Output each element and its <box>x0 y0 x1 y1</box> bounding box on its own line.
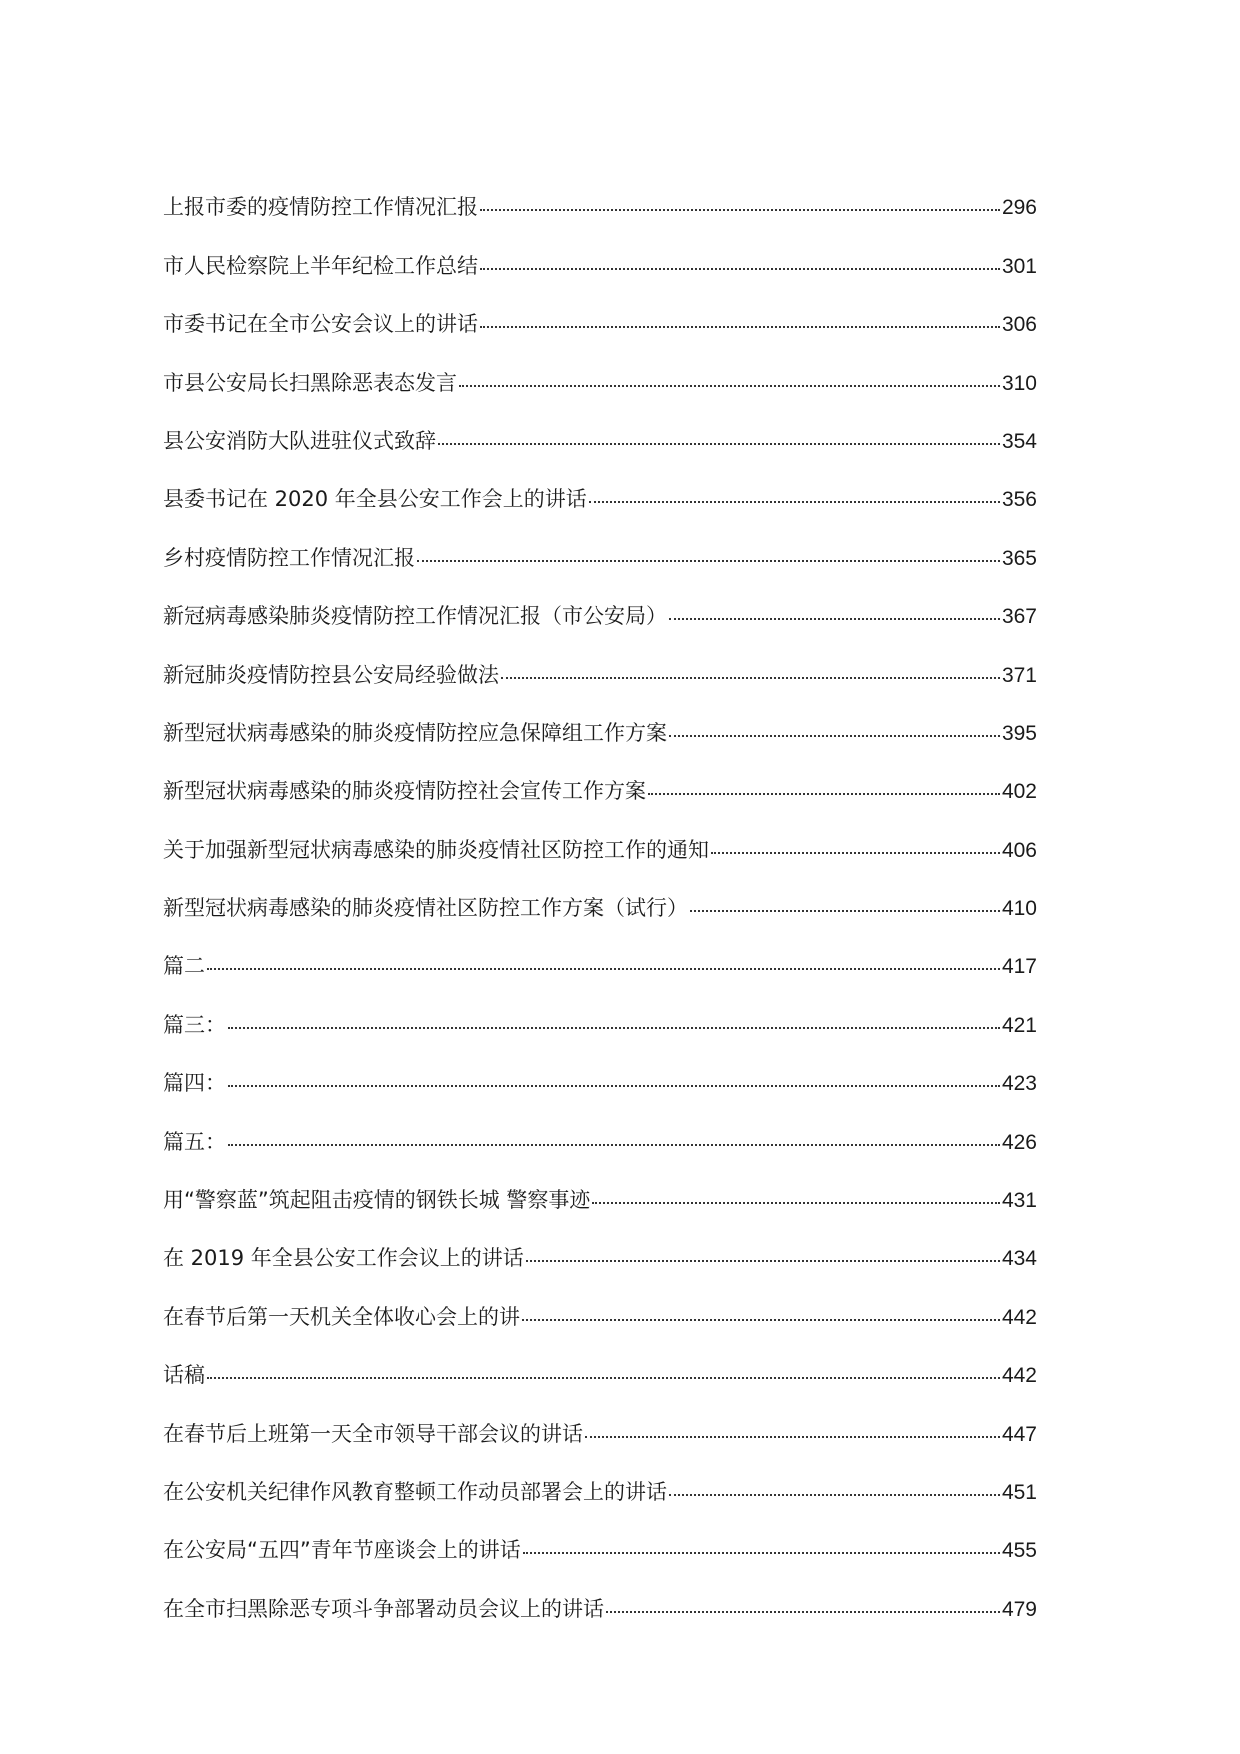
toc-entry[interactable] <box>163 218 1037 276</box>
toc-entry-page: 310 <box>1001 371 1037 395</box>
toc-entry-title: 在公安机关纪律作风教育整顿工作动员部署会上的讲话 <box>163 1479 667 1504</box>
toc-entry[interactable] <box>163 1445 1037 1503</box>
toc-leader-dots <box>207 1377 1000 1379</box>
toc-entry-page: 455 <box>1001 1539 1037 1563</box>
toc-leader-dots <box>228 1085 1000 1087</box>
toc-entry[interactable] <box>163 1269 1037 1327</box>
toc-entry[interactable] <box>163 510 1037 568</box>
toc-leader-dots <box>526 1260 1000 1262</box>
toc-entry-page: 296 <box>1001 196 1037 220</box>
toc-entry-page: 434 <box>1001 1247 1037 1271</box>
toc-entry-title: 在春节后上班第一天全市领导干部会议的讲话 <box>163 1421 583 1446</box>
toc-entry-page: 371 <box>1001 663 1037 687</box>
table-of-contents <box>163 160 1037 1620</box>
toc-entry-page: 306 <box>1001 313 1037 337</box>
toc-entry[interactable] <box>163 919 1037 977</box>
toc-leader-dots <box>480 209 1000 211</box>
toc-entry-title: 市委书记在全市公安会议上的讲话 <box>163 312 478 337</box>
toc-entry-page: 442 <box>1001 1364 1037 1388</box>
toc-entry-page: 406 <box>1001 838 1037 862</box>
toc-entry-title: 乡村疫情防控工作情况汇报 <box>163 545 415 570</box>
toc-entry-page: 356 <box>1001 488 1037 512</box>
toc-leader-dots <box>592 1202 1000 1204</box>
toc-entry-title: 篇三： <box>163 1012 226 1037</box>
toc-entry-page: 421 <box>1001 1013 1037 1037</box>
toc-entry-page: 447 <box>1001 1422 1037 1446</box>
toc-entry-page: 426 <box>1001 1130 1037 1154</box>
toc-leader-dots <box>438 443 1000 445</box>
toc-entry-page: 442 <box>1001 1305 1037 1329</box>
toc-entry[interactable] <box>163 744 1037 802</box>
toc-entry[interactable] <box>163 394 1037 452</box>
toc-entry-title: 市县公安局长扫黑除恶表态发言 <box>163 370 457 395</box>
toc-entry-page: 431 <box>1001 1189 1037 1213</box>
toc-entry-page: 395 <box>1001 721 1037 745</box>
toc-leader-dots <box>480 326 1000 328</box>
toc-entry-title: 县公安消防大队进驻仪式致辞 <box>163 428 436 453</box>
toc-leader-dots <box>417 560 1000 562</box>
toc-entry-title: 市人民检察院上半年纪检工作总结 <box>163 253 478 278</box>
toc-entry[interactable] <box>163 1386 1037 1444</box>
toc-entry-title: 话稿 <box>163 1363 205 1388</box>
toc-leader-dots <box>669 735 1000 737</box>
toc-leader-dots <box>669 1494 1000 1496</box>
toc-leader-dots <box>669 618 1000 620</box>
toc-entry-page: 301 <box>1001 254 1037 278</box>
toc-entry-title: 新冠病毒感染肺炎疫情防控工作情况汇报（市公安局） <box>163 604 667 629</box>
toc-entry-title: 新冠肺炎疫情防控县公安局经验做法 <box>163 662 499 687</box>
toc-leader-dots <box>228 1027 1000 1029</box>
toc-entry-title: 关于加强新型冠状病毒感染的肺炎疫情社区防控工作的通知 <box>163 837 709 862</box>
toc-entry-page: 354 <box>1001 429 1037 453</box>
toc-leader-dots <box>606 1611 1000 1613</box>
toc-leader-dots <box>459 385 1000 387</box>
toc-entry[interactable] <box>163 452 1037 510</box>
toc-entry[interactable] <box>163 861 1037 919</box>
toc-entry-title: 上报市委的疫情防控工作情况汇报 <box>163 195 478 220</box>
toc-entry-title: 在全市扫黑除恶专项斗争部署动员会议上的讲话 <box>163 1596 604 1621</box>
toc-leader-dots <box>711 852 1000 854</box>
toc-entry-page: 417 <box>1001 955 1037 979</box>
toc-entry[interactable] <box>163 1211 1037 1269</box>
toc-entry-page: 410 <box>1001 897 1037 921</box>
toc-entry-title: 新型冠状病毒感染的肺炎疫情社区防控工作方案（试行） <box>163 896 688 921</box>
toc-entry[interactable] <box>163 1153 1037 1211</box>
toc-entry-title: 在 2019 年全县公安工作会议上的讲话 <box>163 1246 524 1271</box>
toc-entry[interactable] <box>163 802 1037 860</box>
toc-entry-title: 新型冠状病毒感染的肺炎疫情防控应急保障组工作方案 <box>163 720 667 745</box>
toc-entry[interactable] <box>163 277 1037 335</box>
toc-entry[interactable] <box>163 1094 1037 1152</box>
toc-entry-title: 在春节后第一天机关全体收心会上的讲 <box>163 1304 520 1329</box>
toc-leader-dots <box>690 910 1000 912</box>
toc-entry-title: 篇五： <box>163 1129 226 1154</box>
toc-entry[interactable] <box>163 686 1037 744</box>
toc-leader-dots <box>589 501 1000 503</box>
toc-entry-page: 367 <box>1001 605 1037 629</box>
toc-entry-title: 在公安局“五四”青年节座谈会上的讲话 <box>163 1538 521 1563</box>
toc-leader-dots <box>523 1552 1000 1554</box>
toc-leader-dots <box>207 968 1000 970</box>
toc-entry[interactable] <box>163 569 1037 627</box>
toc-entry-page: 479 <box>1001 1597 1037 1621</box>
toc-entry-page: 423 <box>1001 1072 1037 1096</box>
toc-entry[interactable] <box>163 335 1037 393</box>
toc-entry-title: 篇四： <box>163 1071 226 1096</box>
toc-leader-dots <box>522 1319 1000 1321</box>
toc-entry[interactable] <box>163 160 1037 218</box>
toc-entry[interactable] <box>163 1503 1037 1561</box>
toc-entry-page: 365 <box>1001 546 1037 570</box>
toc-leader-dots <box>501 677 1000 679</box>
toc-entry[interactable] <box>163 1328 1037 1386</box>
toc-entry-title: 县委书记在 2020 年全县公安工作会上的讲话 <box>163 487 587 512</box>
toc-leader-dots <box>228 1144 1000 1146</box>
toc-entry-page: 402 <box>1001 780 1037 804</box>
toc-entry-title: 用“警察蓝”筑起阻击疫情的钢铁长城 警察事迹 <box>163 1188 591 1213</box>
toc-entry[interactable] <box>163 627 1037 685</box>
toc-entry-title: 新型冠状病毒感染的肺炎疫情防控社会宣传工作方案 <box>163 779 646 804</box>
toc-entry[interactable] <box>163 977 1037 1035</box>
toc-entry-title: 篇二 <box>163 954 205 979</box>
toc-entry[interactable] <box>163 1036 1037 1094</box>
toc-leader-dots <box>648 793 1000 795</box>
toc-entry[interactable] <box>163 1561 1037 1619</box>
toc-leader-dots <box>480 268 1000 270</box>
toc-leader-dots <box>585 1436 1000 1438</box>
toc-entry-page: 451 <box>1001 1480 1037 1504</box>
